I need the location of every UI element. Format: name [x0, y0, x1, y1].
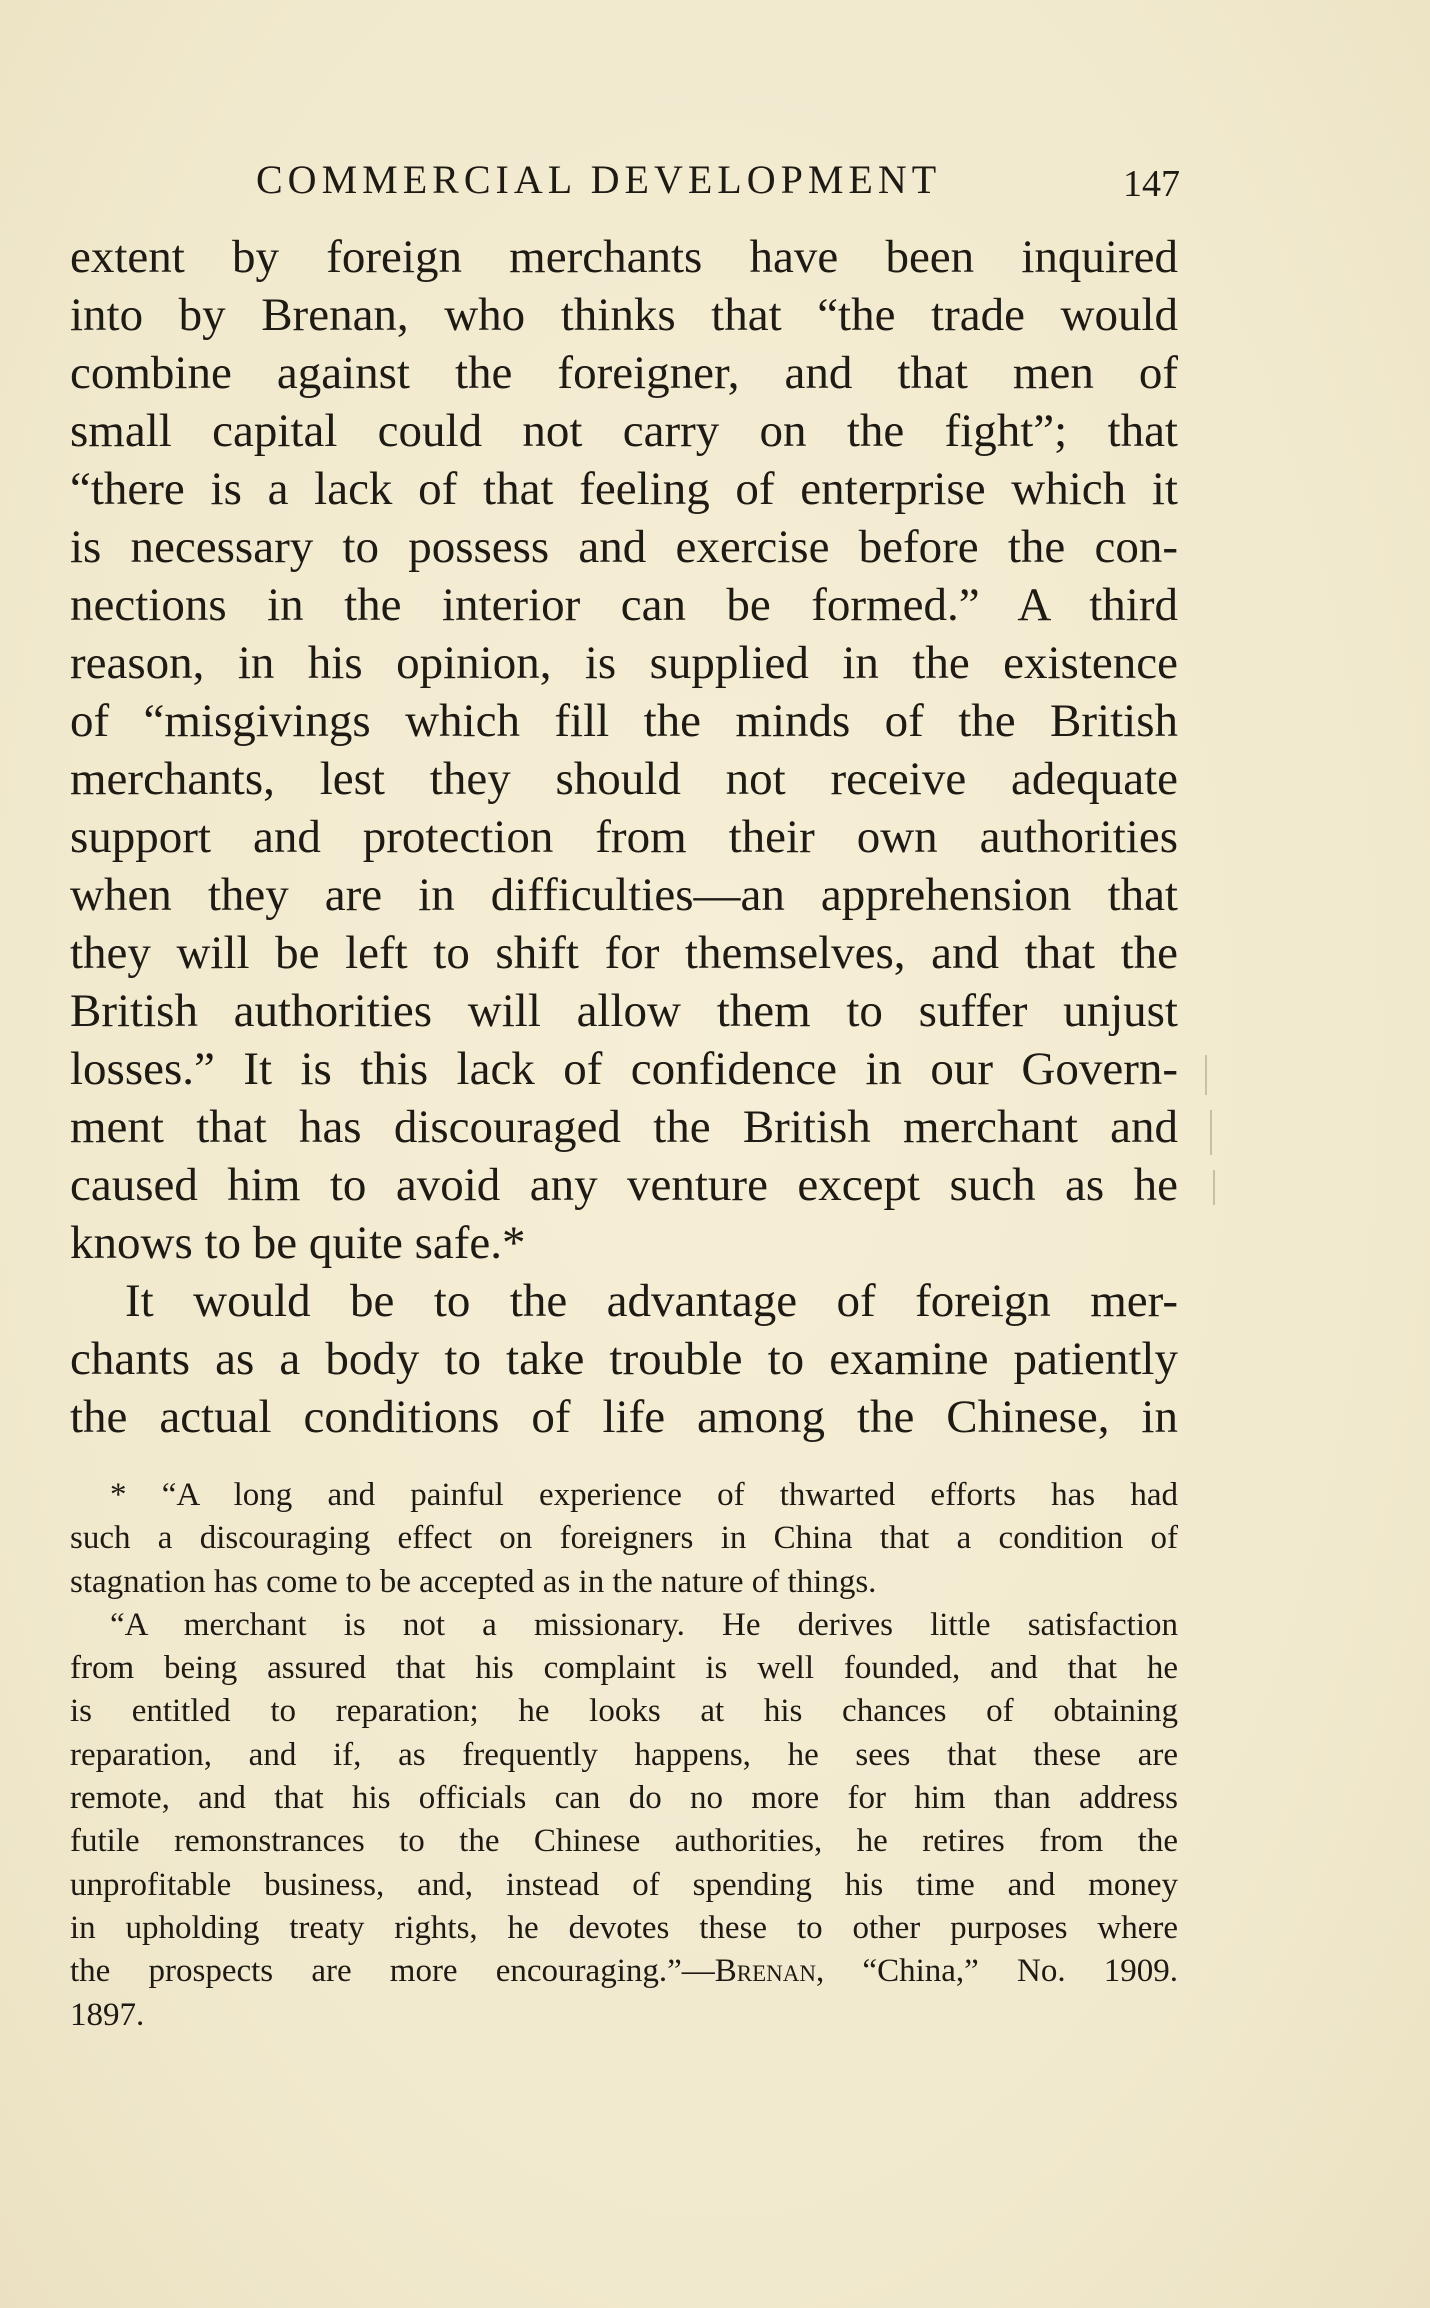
body-line: chants as a body to take trouble to examine patiently	[70, 1333, 1178, 1385]
footnote-line-text: the prospects are more encouraging.”—	[70, 1953, 715, 1990]
body-line: the actual conditions of life among the Chinese, in	[70, 1391, 1178, 1443]
body-line: losses.” It is this lack of confidence in our Govern-	[70, 1043, 1178, 1095]
footnote-line: futile remonstrances to the Chinese authorities, he retires from the	[70, 1823, 1178, 1860]
body-line: knows to be quite safe.*	[70, 1217, 526, 1269]
running-head: COMMERCIAL DEVELOPMENT	[256, 157, 942, 202]
body-line: combine against the foreigner, and that men of	[70, 347, 1178, 399]
footnote-line: is entitled to reparation; he looks at his chances of obtaining	[70, 1693, 1178, 1730]
body-line: British authorities will allow them to suffer unjust	[70, 985, 1178, 1037]
body-line: caused him to avoid any venture except such as he	[70, 1159, 1178, 1211]
margin-bleed-mark	[1210, 1110, 1212, 1155]
paragraph-start-line: It would be to the advantage of foreign mer-	[125, 1275, 1178, 1327]
footnote-citation-line	[70, 1950, 1178, 1993]
footnote-line: such a discouraging effect on foreigners in China that a condition of	[70, 1520, 1178, 1557]
margin-bleed-mark	[1205, 1055, 1207, 1095]
body-text	[70, 228, 1178, 1446]
footnote-line: 1897.	[70, 1996, 145, 2033]
body-line: merchants, lest they should not receive adequate	[70, 753, 1178, 805]
footnote-line: from being assured that his complaint is well founded, and that he	[70, 1650, 1178, 1687]
footnote-line: in upholding treaty rights, he devotes these to other purposes where	[70, 1909, 1178, 1946]
body-line: extent by foreign merchants have been inquired	[70, 231, 1178, 283]
margin-bleed-mark	[1213, 1170, 1215, 1205]
citation-source: “China,” No. 1909.	[824, 1953, 1178, 1990]
footnote-line: unprofitable business, and, instead of spending his time and money	[70, 1866, 1178, 1903]
footnote-line: remote, and that his officials can do no more for him than address	[70, 1780, 1178, 1817]
body-line: into by Brenan, who thinks that “the trade would	[70, 289, 1178, 341]
body-line: they will be left to shift for themselves, and that the	[70, 927, 1178, 979]
footnote-line: * “A long and painful experience of thwarted efforts has had	[110, 1477, 1178, 1513]
body-line: nections in the interior can be formed.” A third	[70, 579, 1178, 631]
body-line: “there is a lack of that feeling of enterprise which it	[70, 463, 1178, 515]
body-line: reason, in his opinion, is supplied in the existence	[70, 637, 1178, 689]
footnote-line: stagnation has come to be accepted as in the nature of things.	[70, 1563, 877, 1600]
body-line: is necessary to possess and exercise before the con-	[70, 521, 1178, 573]
footnote-line: “A merchant is not a missionary. He derives little satisfaction	[110, 1606, 1178, 1643]
footnotes	[70, 1474, 1178, 2037]
body-line: of “misgivings which fill the minds of the British	[70, 695, 1178, 747]
footnote-line: reparation, and if, as frequently happens, he sees that these are	[70, 1736, 1178, 1773]
page-header	[70, 152, 1180, 208]
body-line: small capital could not carry on the fight”; that	[70, 405, 1178, 457]
body-line: ment that has discouraged the British merchant and	[70, 1101, 1178, 1153]
body-line: when they are in difficulties—an apprehension that	[70, 869, 1178, 921]
citation-author: Brenan,	[714, 1953, 825, 1990]
page-number: 147	[1123, 163, 1180, 205]
body-line: support and protection from their own authorities	[70, 811, 1178, 863]
